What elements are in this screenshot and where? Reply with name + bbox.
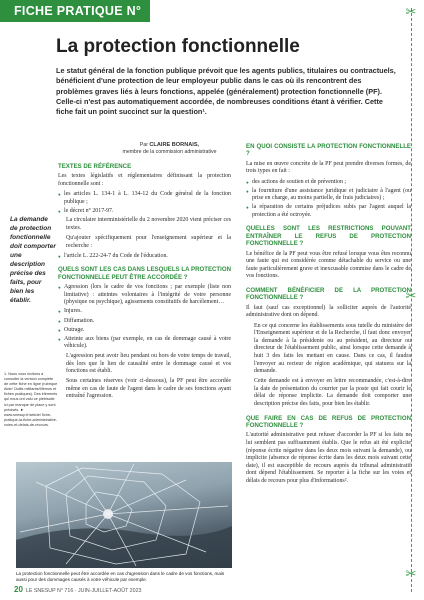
scissors-icon: ✂ xyxy=(405,289,417,304)
header-band xyxy=(0,0,150,40)
title-strong: protection xyxy=(83,36,177,57)
section-heading: TEXTES DE RÉFÉRENCE xyxy=(58,163,132,170)
paragraph: L'autorité administrative peut refuser d'accorder la PF si les faits ne lui semblent pas suffisamment établis. Que le refus ait été explicite (réponse écrite négative dans les deux mois suivant la demande), ou implicite (absence de réponse écrite dans les deux mois suivant cette date), il est susceptible de recours auprès du tribunal administratif dont dépend l'établissement. Se reporter à la fiche sur les voies et délais de recours pour plus d'informations². xyxy=(246,432,411,484)
title-tail: fonctionnelle xyxy=(176,36,300,57)
paragraph: En ce qui concerne les établissements sous tutelle du ministère de l'Enseignement supérieur et de la Recherche, il faut donc envoyer la demande à la présidente ou au président, au directeur ou directeur de l'établissement public, ainsi lorsque cette demande à huit 3 des faits les mettant en cause. Dans ce cas, il faudra l'envoyer au recteur de région académique, qui statuera sur la demande. xyxy=(254,322,411,375)
publication-info: LE SNESUP N° 716 · JUIN-JUILLET-AOÛT 2023 xyxy=(25,588,142,594)
pull-quote-text: La demande de protection fonctionnelle doit comporter une description précise des faits, pour bien les établir. xyxy=(10,216,56,304)
list-item: ● Diffamation. xyxy=(58,318,231,326)
byline-author: CLAIRE BORNAIS, xyxy=(149,142,200,148)
section-heading: QUELLES SONT LES RESTRICTIONS POUVANT ENTRAÎNER LE REFUS DE PROTECTION FONCTIONNELLE ? xyxy=(246,225,411,248)
section-heading: EN QUOI CONSISTE LA PROTECTION FONCTIONNELLE ? xyxy=(246,143,411,158)
paragraph: Le bénéfice de la PF peut vous être refusé lorsque vous êtes reconnu une faute qui est considérée comme détachable du service ou une faute particulièrement grave et inexcusable commise dans le cadre de vos fonctions. xyxy=(246,250,411,280)
list-item: ● les articles L. 134-1 à L. 134-12 du Code général de la fonction publique ; xyxy=(58,191,231,206)
paragraph: La mise en œuvre concrète de la PF peut prendre diverses formes, de trois types en fait : xyxy=(246,160,411,175)
paragraph: La circulaire interministérielle du 2 novembre 2020 vient préciser ces textes. xyxy=(66,217,231,231)
shattered-windshield-photo xyxy=(16,462,232,568)
byline-role: membre de la commission administrative xyxy=(122,149,217,155)
paragraph: Les textes législatifs et réglementaires définissant la protection fonctionnelle sont : xyxy=(58,173,231,187)
bullet-list xyxy=(58,284,231,351)
left-column xyxy=(58,163,231,403)
paragraph: Qu'ajouter spécifiquement pour l'enseignement supérieur et la recherche : xyxy=(66,235,231,249)
intro-paragraph: Le statut général de la fonction publique prévoit que les agents publics, titulaires ou contractuels, bénéficient d'une protection de leur employeur public dans le cas où ils rencontrent des problèmes graves liés à leurs fonctions, appelée (généralement) protection fonctionnelle (PF). Celle-ci n'est pas automatiquement accordée, de nombreuses conditions étant à vérifier. Cette fiche fait un point succinct sur la question¹. xyxy=(56,66,396,117)
section-heading: COMMENT BÉNÉFICIER DE LA PROTECTION FONCTIONNELLE ? xyxy=(246,287,411,302)
page-title xyxy=(56,36,300,58)
pull-quote xyxy=(10,215,56,305)
paragraph: Sous certaines réserves (voir ci-dessous), la PF peut être accordée même en cas de faute de l'agent dans le cadre de ses fonctions ayant entraîné l'agression. xyxy=(66,378,231,400)
scissors-icon: ✂ xyxy=(405,5,417,20)
page-number: 20 xyxy=(14,585,23,594)
paragraph: Il faut (sauf cas exceptionnel) la solliciter auprès de l'autorité administrative dont on dépend. xyxy=(246,304,411,319)
list-item: ● la réparation de certains préjudices subis par l'agent auquel la protection a été octroyée. xyxy=(246,204,411,219)
page-folio xyxy=(14,585,141,594)
bullet-list xyxy=(246,179,411,220)
scissors-icon: ✂ xyxy=(405,567,417,582)
bullet-list xyxy=(58,191,231,215)
list-item: ● des actions de soutien et de prévention ; xyxy=(246,179,411,187)
byline-prefix: Par xyxy=(139,142,150,148)
footnote: 1. Nous vous invitons à consulter la version complète de cette fiche en ligne (rubrique Aide/ Outils militants/Mémos et fiches pratiques). Des éléments qui nous ont valu ce plébiscite ici par manque de place y sont précisés. ► www.snesup.fr/article/ fiche-pratique-la-fiche-administrative-voies-et-delais-de-recours. xyxy=(4,372,58,427)
byline xyxy=(112,142,227,156)
section-heading: QUELS SONT LES CAS DANS LESQUELS LA PROTECTION FONCTIONNELLE PEUT ÊTRE ACCORDÉE ? xyxy=(58,266,231,281)
right-column xyxy=(246,143,411,488)
list-item: ● Agression (lors le cadre de vos fonctions ; par exemple (liste non limitative) : atteintes volontaires à l'intégrité de votre personne (physique ou psychique), agissements constitutifs de harcèlement… xyxy=(58,284,231,307)
bullet-list xyxy=(58,253,231,261)
header-label: FICHE PRATIQUE N° 49 xyxy=(14,4,142,40)
paragraph: L'agression peut avoir lieu pendant ou hors de votre temps de travail, dès lors que le lien de causalité entre le dommage causé et vos fonctions est établi. xyxy=(66,352,231,375)
list-item: ● le décret n° 2017-97. xyxy=(58,208,231,216)
section-heading: QUE FAIRE EN CAS DE REFUS DE PROTECTION FONCTIONNELLE ? xyxy=(246,414,411,429)
title-lead: La xyxy=(56,36,84,57)
photo-caption: La protection fonctionnelle peut être accordée en cas d'agression dans le cadre de vos fonctions, mais aussi pour des dommages causés à votre véhicule par exemple. xyxy=(16,571,225,582)
shattered-glass-illustration xyxy=(16,462,232,568)
list-item: ● l'article L. 222-24-7 du Code de l'éducation. xyxy=(58,253,231,261)
list-item: ● Atteinte aux biens (par exemple, en cas de dommage causé à votre véhicule). xyxy=(58,336,231,351)
list-item: ● la fourniture d'une assistance juridique et judiciaire à l'agent (ou prise en charge, au moins partielle, de frais judiciaires) ; xyxy=(246,188,411,203)
list-item: ● Outrage. xyxy=(58,327,231,335)
paragraph: Cette demande est à envoyer en lettre recommandée, c'est-à-dire la date de présentation du courrier par la poste qui fait courir le délai de réponse implicite. La demande doit comporter une description précise des faits, pour bien les établir. xyxy=(254,378,411,407)
list-item: ● Injures. xyxy=(58,308,231,316)
